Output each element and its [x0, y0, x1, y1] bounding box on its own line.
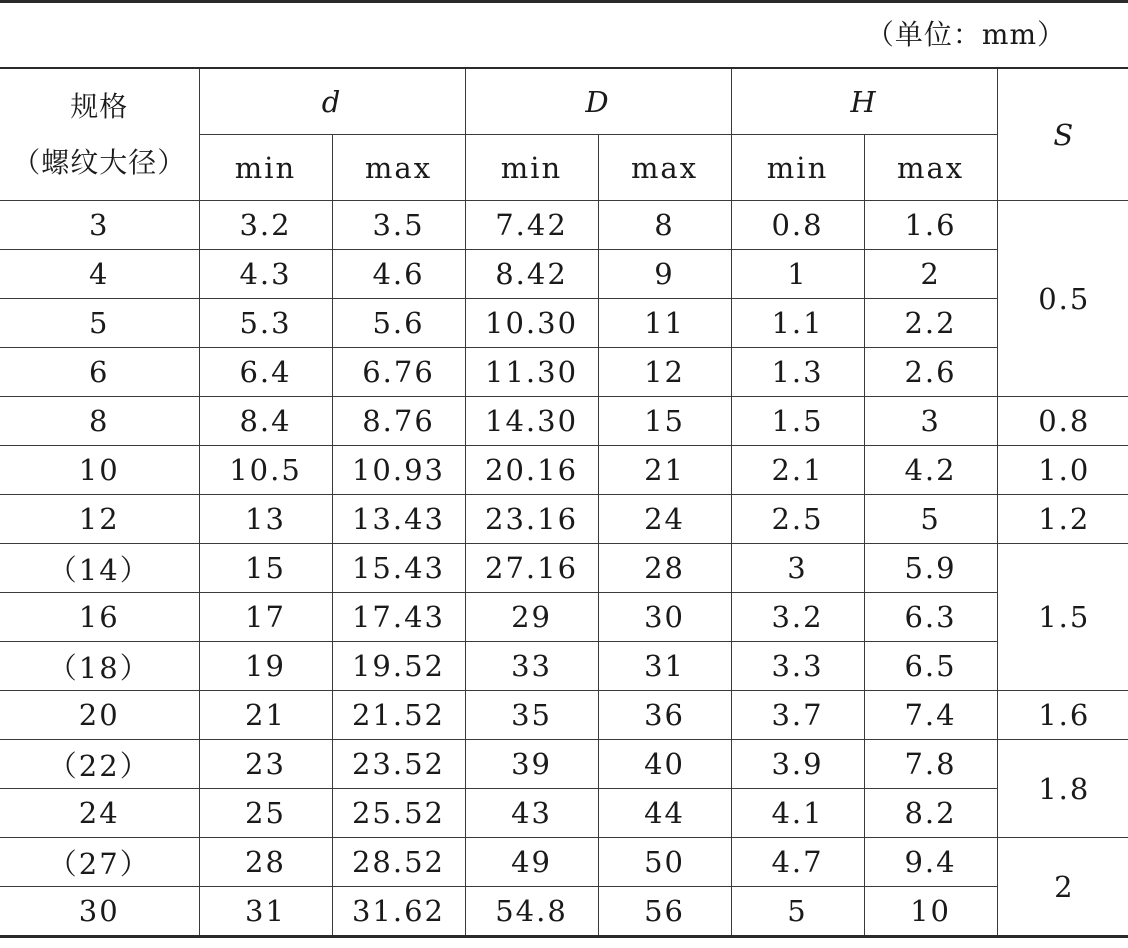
d-max-cell: 31.62	[332, 887, 465, 937]
spec-cell: 10	[0, 446, 199, 495]
spec-header-line1: 规格	[70, 89, 129, 123]
H-max-cell: 3	[864, 397, 997, 446]
H-max-cell: 2.6	[864, 348, 997, 397]
s-cell: 1.2	[997, 495, 1128, 544]
s-cell: 1.8	[997, 740, 1128, 838]
D-min-cell: 23.16	[465, 495, 598, 544]
D-max-cell: 9	[598, 250, 731, 299]
H-min-cell: 3	[731, 544, 864, 593]
H-min-cell: 0.8	[731, 201, 864, 250]
d-max-cell: 8.76	[332, 397, 465, 446]
D-min-cell: 7.42	[465, 201, 598, 250]
d-max-cell: 13.43	[332, 495, 465, 544]
d-max-cell: 28.52	[332, 838, 465, 887]
d-min-cell: 13	[199, 495, 332, 544]
D-min-cell: 49	[465, 838, 598, 887]
H-max-cell: 4.2	[864, 446, 997, 495]
D-max-header: max	[598, 135, 731, 201]
d-min-cell: 17	[199, 593, 332, 642]
D-max-cell: 28	[598, 544, 731, 593]
d-min-cell: 19	[199, 642, 332, 691]
D-min-cell: 39	[465, 740, 598, 789]
table-row	[0, 299, 1128, 348]
H-min-cell: 3.3	[731, 642, 864, 691]
D-max-cell: 36	[598, 691, 731, 740]
spec-cell: （22）	[0, 740, 199, 789]
d-min-cell: 15	[199, 544, 332, 593]
H-max-cell: 5.9	[864, 544, 997, 593]
D-min-cell: 29	[465, 593, 598, 642]
D-max-cell: 24	[598, 495, 731, 544]
table-row	[0, 642, 1128, 691]
H-max-header: max	[864, 135, 997, 201]
spec-cell: 8	[0, 397, 199, 446]
D-min-cell: 14.30	[465, 397, 598, 446]
s-cell: 1.5	[997, 544, 1128, 691]
H-max-cell: 7.8	[864, 740, 997, 789]
H-max-cell: 9.4	[864, 838, 997, 887]
d-min-header: min	[199, 135, 332, 201]
D-min-cell: 20.16	[465, 446, 598, 495]
H-max-cell: 2.2	[864, 299, 997, 348]
spec-cell: 20	[0, 691, 199, 740]
H-min-cell: 1.1	[731, 299, 864, 348]
unit-note: （单位：mm）	[865, 18, 1066, 51]
H-max-cell: 2	[864, 250, 997, 299]
table-row	[0, 250, 1128, 299]
d-min-cell: 8.4	[199, 397, 332, 446]
D-min-cell: 33	[465, 642, 598, 691]
d-min-cell: 21	[199, 691, 332, 740]
table-row	[0, 495, 1128, 544]
s-cell: 0.5	[997, 201, 1128, 397]
table-row	[0, 201, 1128, 250]
d-min-cell: 28	[199, 838, 332, 887]
D-max-cell: 31	[598, 642, 731, 691]
d-max-cell: 5.6	[332, 299, 465, 348]
H-min-cell: 5	[731, 887, 864, 937]
table-row	[0, 397, 1128, 446]
H-min-cell: 2.1	[731, 446, 864, 495]
spec-cell: （18）	[0, 642, 199, 691]
d-min-cell: 6.4	[199, 348, 332, 397]
d-max-cell: 10.93	[332, 446, 465, 495]
d-max-cell: 25.52	[332, 789, 465, 838]
H-max-cell: 7.4	[864, 691, 997, 740]
d-max-cell: 19.52	[332, 642, 465, 691]
spec-table	[0, 67, 1128, 938]
D-max-cell: 15	[598, 397, 731, 446]
d-max-cell: 21.52	[332, 691, 465, 740]
spec-cell: 12	[0, 495, 199, 544]
d-min-cell: 5.3	[199, 299, 332, 348]
spec-cell: （14）	[0, 544, 199, 593]
table-row	[0, 887, 1128, 937]
H-max-cell: 8.2	[864, 789, 997, 838]
D-min-cell: 54.8	[465, 887, 598, 937]
s-cell: 2	[997, 838, 1128, 937]
table-row	[0, 838, 1128, 887]
H-min-cell: 3.7	[731, 691, 864, 740]
D-max-cell: 11	[598, 299, 731, 348]
H-min-cell: 1.5	[731, 397, 864, 446]
table-row	[0, 593, 1128, 642]
table-body	[0, 201, 1128, 937]
H-max-cell: 5	[864, 495, 997, 544]
S-header: S	[997, 68, 1128, 201]
header-row-1	[0, 68, 1128, 135]
s-cell: 1.6	[997, 691, 1128, 740]
table-row	[0, 446, 1128, 495]
d-max-cell: 15.43	[332, 544, 465, 593]
s-cell: 0.8	[997, 397, 1128, 446]
d-max-cell: 3.5	[332, 201, 465, 250]
D-min-cell: 27.16	[465, 544, 598, 593]
spec-cell: 16	[0, 593, 199, 642]
spec-cell: （27）	[0, 838, 199, 887]
D-max-cell: 56	[598, 887, 731, 937]
spec-cell: 24	[0, 789, 199, 838]
d-min-cell: 25	[199, 789, 332, 838]
H-min-cell: 2.5	[731, 495, 864, 544]
D-max-cell: 12	[598, 348, 731, 397]
d-min-cell: 31	[199, 887, 332, 937]
s-cell: 1.0	[997, 446, 1128, 495]
H-header: H	[731, 68, 997, 135]
H-max-cell: 6.5	[864, 642, 997, 691]
spec-cell: 4	[0, 250, 199, 299]
table-row	[0, 740, 1128, 789]
H-max-cell: 6.3	[864, 593, 997, 642]
d-max-cell: 6.76	[332, 348, 465, 397]
H-min-header: min	[731, 135, 864, 201]
d-header: d	[199, 68, 465, 135]
spec-cell: 6	[0, 348, 199, 397]
spec-cell: 5	[0, 299, 199, 348]
spec-header-line2: （螺纹大径）	[12, 145, 187, 179]
d-max-cell: 4.6	[332, 250, 465, 299]
spec-cell: 30	[0, 887, 199, 937]
d-min-cell: 23	[199, 740, 332, 789]
d-min-cell: 10.5	[199, 446, 332, 495]
H-max-cell: 10	[864, 887, 997, 937]
H-min-cell: 1	[731, 250, 864, 299]
d-max-header: max	[332, 135, 465, 201]
D-min-cell: 35	[465, 691, 598, 740]
spec-cell: 3	[0, 201, 199, 250]
top-rule	[0, 0, 1128, 3]
H-max-cell: 1.6	[864, 201, 997, 250]
D-max-cell: 21	[598, 446, 731, 495]
d-max-cell: 23.52	[332, 740, 465, 789]
d-max-cell: 17.43	[332, 593, 465, 642]
d-min-cell: 4.3	[199, 250, 332, 299]
D-max-cell: 44	[598, 789, 731, 838]
D-min-header: min	[465, 135, 598, 201]
spec-header	[0, 68, 199, 201]
H-min-cell: 4.7	[731, 838, 864, 887]
D-min-cell: 43	[465, 789, 598, 838]
D-min-cell: 10.30	[465, 299, 598, 348]
H-min-cell: 3.2	[731, 593, 864, 642]
D-min-cell: 11.30	[465, 348, 598, 397]
H-min-cell: 3.9	[731, 740, 864, 789]
H-min-cell: 4.1	[731, 789, 864, 838]
D-min-cell: 8.42	[465, 250, 598, 299]
d-min-cell: 3.2	[199, 201, 332, 250]
D-header: D	[465, 68, 731, 135]
D-max-cell: 40	[598, 740, 731, 789]
D-max-cell: 50	[598, 838, 731, 887]
table-row	[0, 544, 1128, 593]
table-row	[0, 691, 1128, 740]
D-max-cell: 8	[598, 201, 731, 250]
D-max-cell: 30	[598, 593, 731, 642]
table-row	[0, 789, 1128, 838]
table-row	[0, 348, 1128, 397]
H-min-cell: 1.3	[731, 348, 864, 397]
